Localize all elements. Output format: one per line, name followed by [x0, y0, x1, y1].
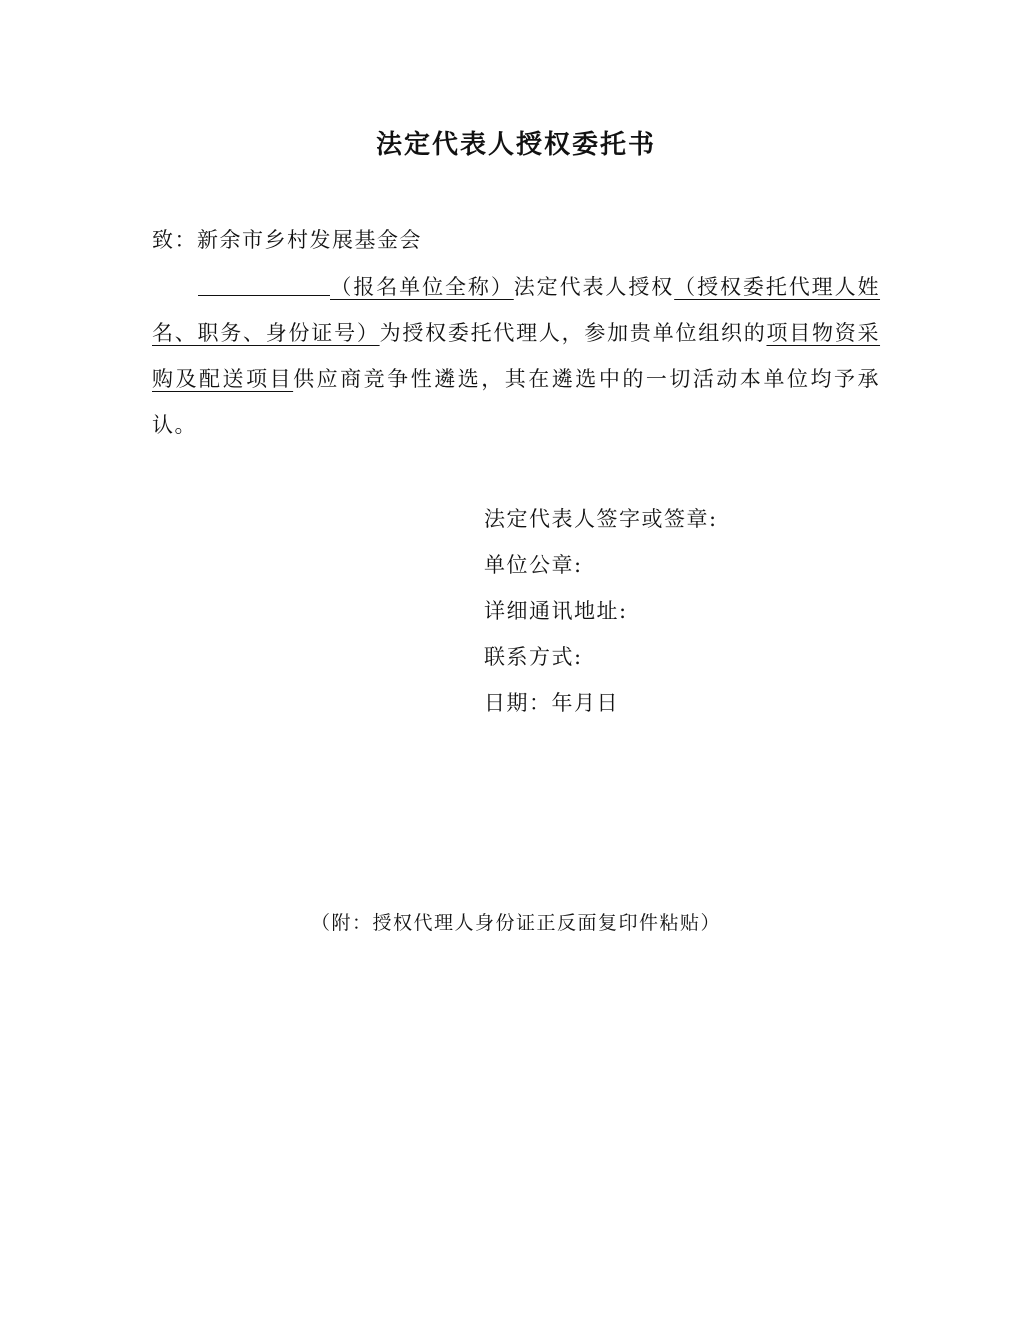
legal-rep-signature-label: 法定代表人签字或签章:	[484, 507, 718, 531]
project-name: 项目物资采购及配送项目	[152, 321, 881, 391]
addressee-line: 致：新余市乡村发展基金会	[152, 228, 422, 252]
authorization-paragraph	[152, 264, 880, 448]
address-label: 详细通讯地址:	[484, 599, 628, 623]
signature-block	[484, 496, 718, 726]
body-text-3: 供应商竞争性遴选，其在遴选中的一切活动本单位均予承认。	[152, 367, 881, 437]
body-text-2: 为授权委托代理人，参加贵单位组织的	[379, 321, 767, 345]
unit-name-blank	[198, 271, 330, 296]
agent-info-hint: （授权委托代理人姓名、职务、身份证号）	[152, 275, 881, 345]
contact-label: 联系方式:	[484, 645, 583, 669]
unit-name-hint: （报名单位全称）	[330, 275, 514, 299]
date-label: 日期：年月日	[484, 691, 619, 715]
attachment-note: （附：授权代理人身份证正反面复印件粘贴）	[310, 912, 721, 934]
unit-seal-label: 单位公章:	[484, 553, 583, 577]
document-title: 法定代表人授权委托书	[375, 130, 656, 160]
body-text-1: 法定代表人授权	[513, 275, 675, 299]
